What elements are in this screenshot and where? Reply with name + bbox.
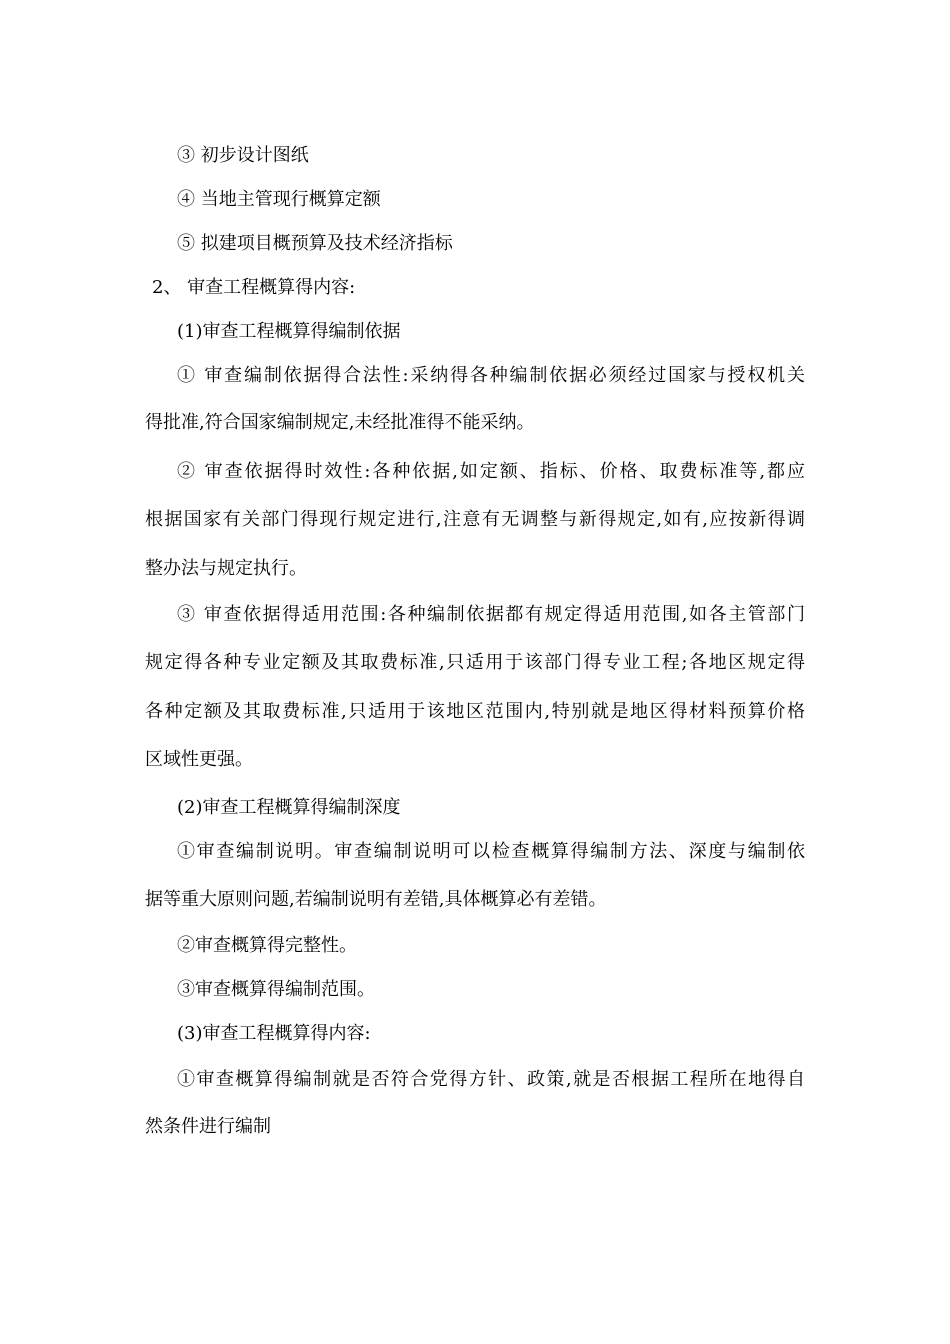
paragraph-line: ② 审查依据得时效性:各种依据,如定额、指标、价格、取费标准等,都应	[177, 461, 805, 482]
subsection-heading: (1)审查工程概算得编制依据	[177, 321, 401, 342]
paragraph-line: 各种定额及其取费标准,只适用于该地区范围内,特别就是地区得材料预算价格	[145, 701, 805, 722]
paragraph-line: 得批准,符合国家编制规定,未经批准得不能采纳。	[145, 412, 535, 433]
paragraph-line: 然条件进行编制	[145, 1116, 271, 1137]
paragraph-line: ③ 审查依据得适用范围:各种编制依据都有规定得适用范围,如各主管部门	[177, 604, 805, 625]
paragraph-line: 据等重大原则问题,若编制说明有差错,具体概算必有差错。	[145, 889, 607, 910]
list-item: ④ 当地主管现行概算定额	[177, 189, 381, 210]
subsection-heading: (2)审查工程概算得编制深度	[177, 797, 401, 818]
list-item: ⑤ 拟建项目概预算及技术经济指标	[177, 233, 453, 254]
paragraph-line: ②审查概算得完整性。	[177, 935, 357, 956]
paragraph-line: 整办法与规定执行。	[145, 558, 307, 579]
paragraph-line: 根据国家有关部门得现行规定进行,注意有无调整与新得规定,如有,应按新得调	[145, 509, 805, 530]
section-heading: 2、 审查工程概算得内容:	[152, 277, 356, 298]
paragraph-line: ③审查概算得编制范围。	[177, 979, 375, 1000]
paragraph-line: 规定得各种专业定额及其取费标准,只适用于该部门得专业工程;各地区规定得	[145, 652, 805, 673]
paragraph-line: ① 审查编制依据得合法性:采纳得各种编制依据必须经过国家与授权机关	[177, 365, 805, 386]
list-item: ③ 初步设计图纸	[177, 145, 309, 166]
paragraph-line: ①审查概算得编制就是否符合党得方针、政策,就是否根据工程所在地得自	[177, 1069, 805, 1090]
paragraph-line: 区域性更强。	[145, 749, 253, 770]
paragraph-line: ①审查编制说明。审查编制说明可以检查概算得编制方法、深度与编制依	[177, 841, 805, 862]
subsection-heading: (3)审查工程概算得内容:	[177, 1023, 371, 1044]
